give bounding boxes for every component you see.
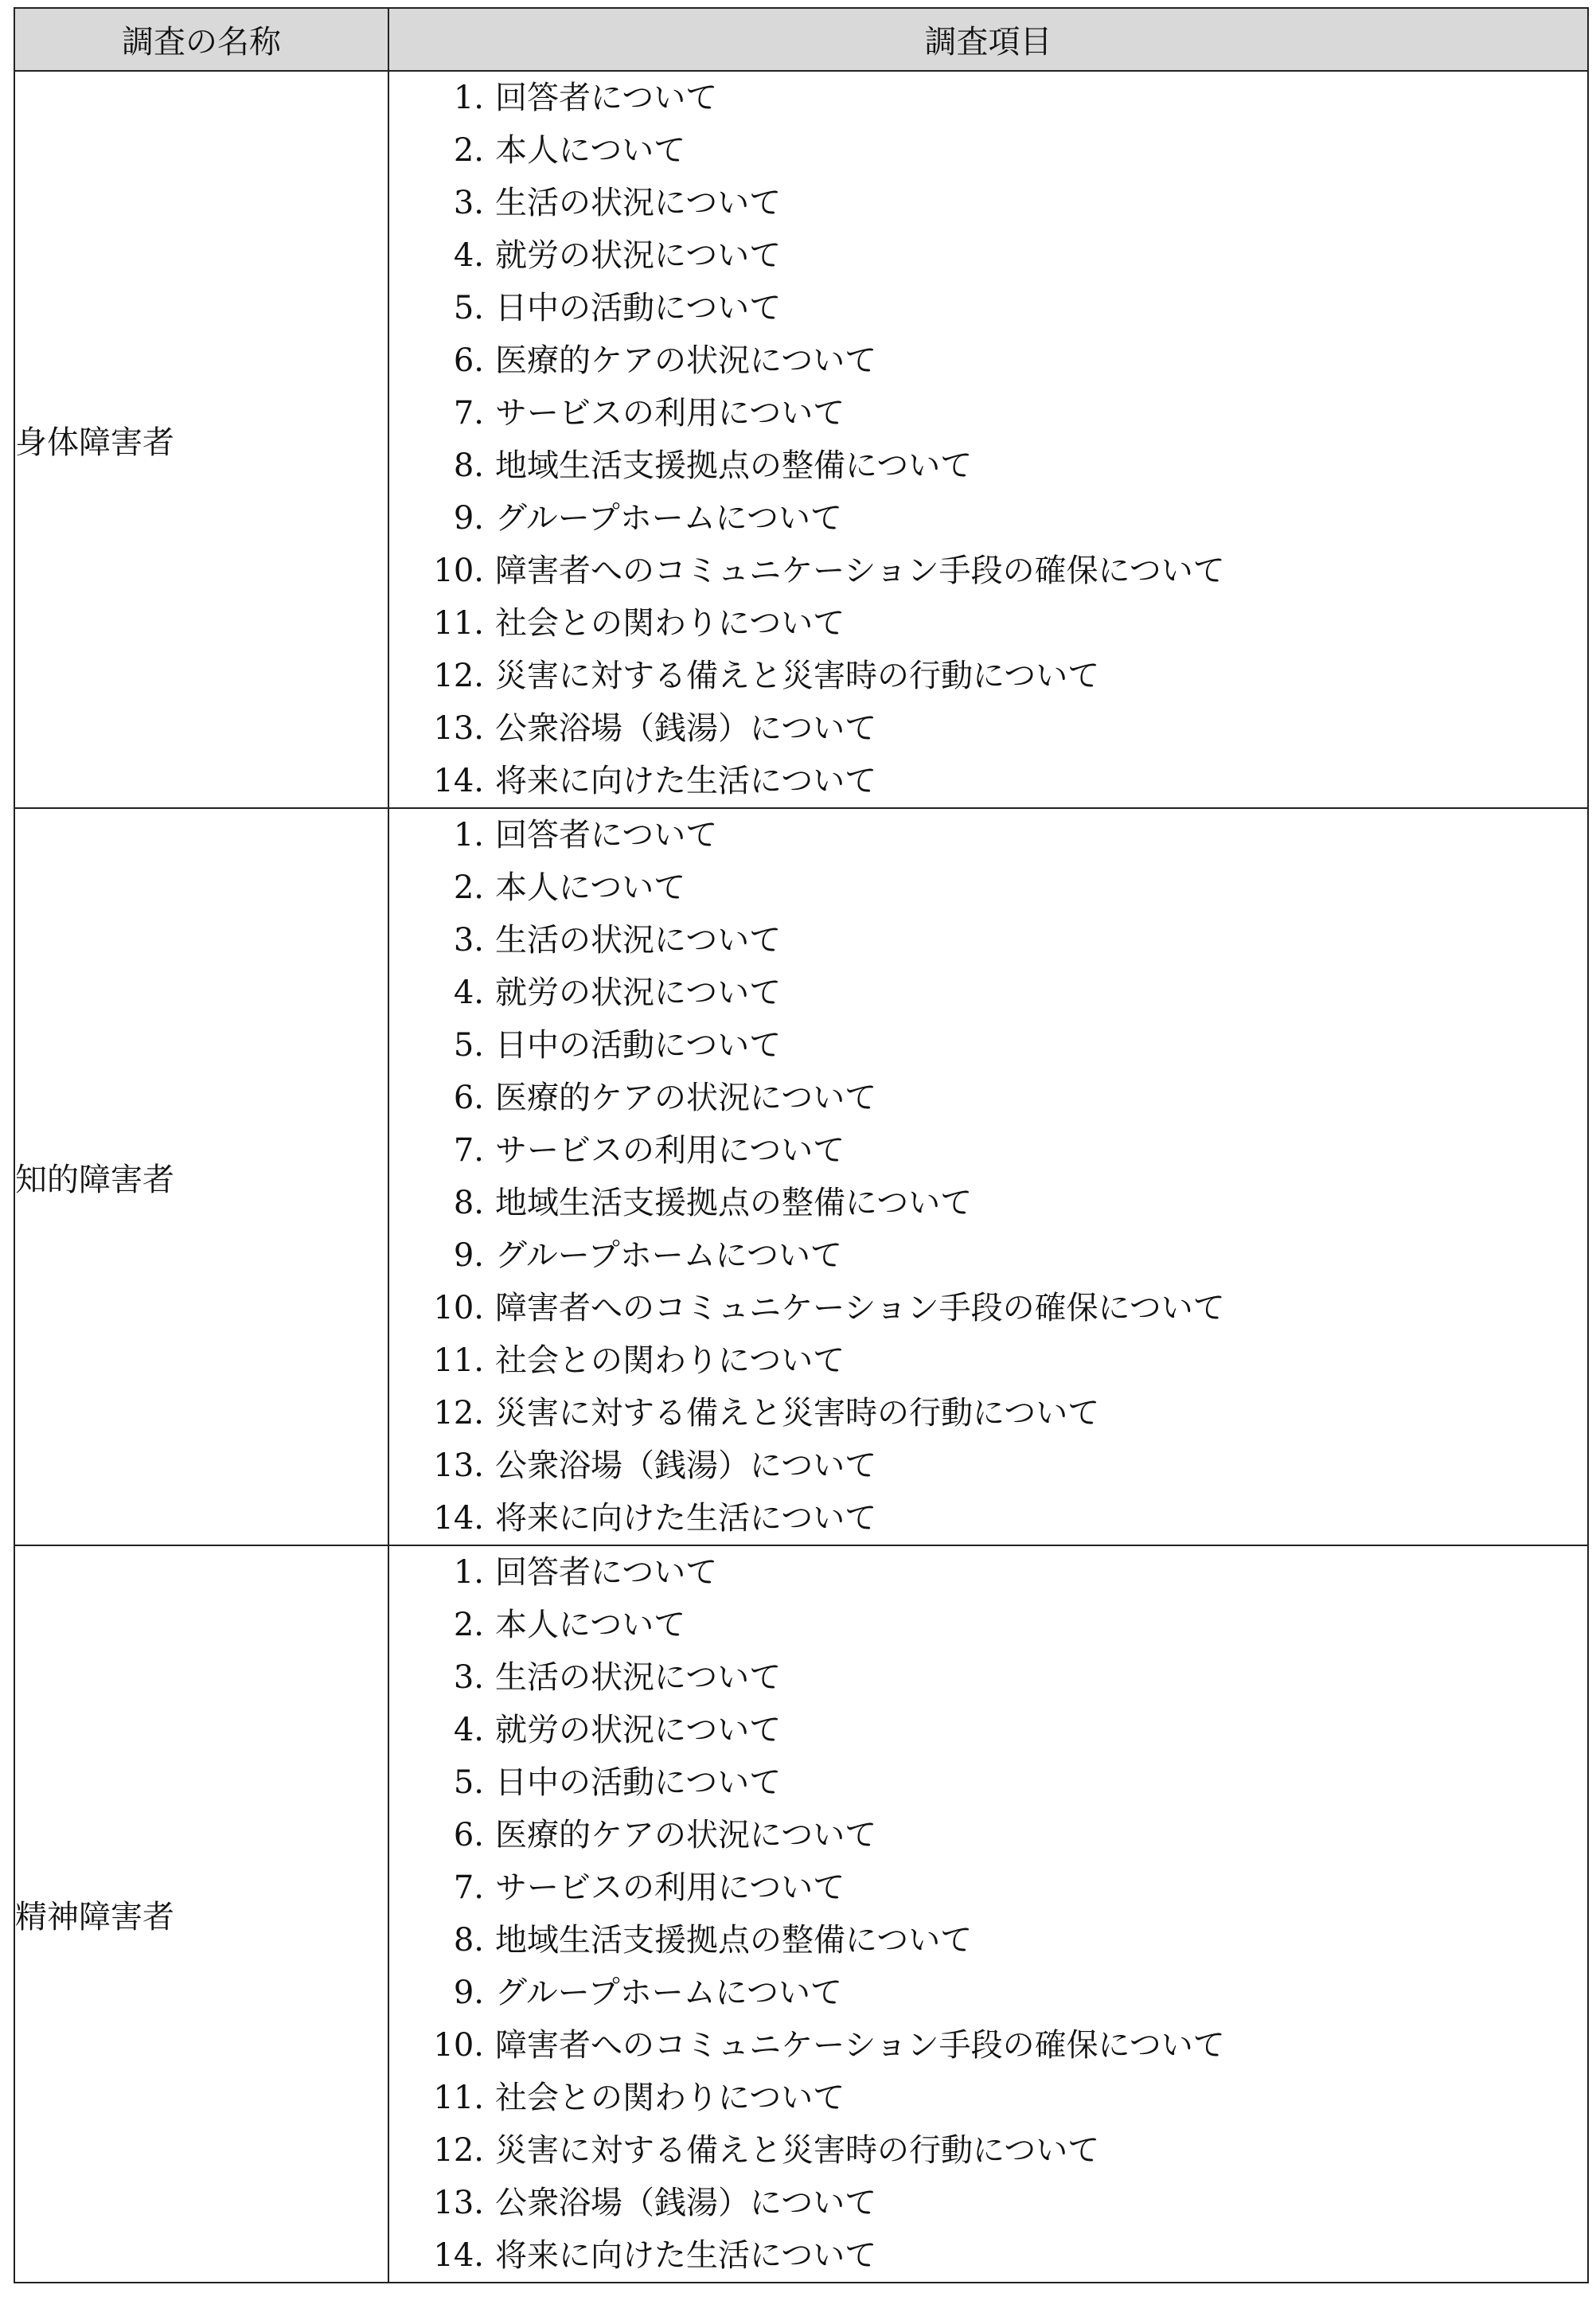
table-row — [14, 71, 1588, 808]
list-item — [389, 387, 1587, 439]
item-text: 災害に対する備えと災害時の行動について — [495, 658, 1100, 694]
item-text: 就労の状況について — [495, 237, 782, 274]
item-number: 10. — [433, 2027, 484, 2064]
item-number: 14. — [433, 2237, 484, 2274]
item-number: 11. — [433, 2080, 484, 2116]
item-text: 将来に向けた生活について — [495, 763, 877, 799]
list-item — [389, 755, 1587, 807]
item-text: 日中の活動について — [495, 290, 782, 326]
item-number: 6. — [453, 1080, 484, 1116]
item-number: 8. — [453, 447, 484, 484]
item-number: 6. — [453, 1817, 484, 1853]
list-item — [389, 492, 1587, 545]
table-row — [14, 808, 1588, 1545]
list-item — [389, 1546, 1587, 1599]
list-item — [389, 439, 1587, 492]
list-item — [389, 1439, 1587, 1492]
header-survey-items: 調査項目 — [388, 8, 1588, 71]
item-number: 6. — [453, 342, 484, 379]
list-item — [389, 1599, 1587, 1651]
item-number: 11. — [433, 605, 484, 642]
item-number: 13. — [433, 1447, 484, 1484]
list-item — [389, 702, 1587, 755]
item-text: 公衆浴場（銭湯）について — [495, 1447, 877, 1484]
list-item — [389, 334, 1587, 387]
item-text: 社会との関わりについて — [495, 605, 845, 642]
item-number: 8. — [453, 1185, 484, 1221]
item-text: 就労の状況について — [495, 975, 782, 1011]
list-item — [389, 809, 1587, 861]
list-item — [389, 2177, 1587, 2229]
item-text: 将来に向けた生活について — [495, 1500, 877, 1537]
item-text: 社会との関わりについて — [495, 1342, 845, 1379]
item-number: 3. — [453, 922, 484, 959]
item-number: 3. — [453, 1659, 484, 1696]
list-item — [389, 229, 1587, 282]
item-text: 回答者について — [495, 80, 718, 116]
list-item — [389, 1124, 1587, 1177]
group-name-cell: 知的障害者 — [14, 808, 388, 1545]
item-number: 7. — [453, 1132, 484, 1169]
item-text: 災害に対する備えと災害時の行動について — [495, 1395, 1100, 1432]
item-text: 障害者へのコミュニケーション手段の確保について — [495, 553, 1225, 589]
item-number: 7. — [453, 395, 484, 432]
item-list — [389, 809, 1587, 1545]
list-item — [389, 2019, 1587, 2072]
list-item — [389, 1651, 1587, 1704]
item-list — [389, 1546, 1587, 2282]
list-item — [389, 545, 1587, 597]
item-number: 5. — [453, 1764, 484, 1801]
list-item — [389, 2229, 1587, 2282]
list-item — [389, 597, 1587, 650]
table-row — [14, 1545, 1588, 2283]
header-row — [14, 8, 1588, 71]
list-item — [389, 1492, 1587, 1545]
item-number: 14. — [433, 763, 484, 799]
list-item — [389, 1861, 1587, 1914]
item-text: 医療的ケアの状況について — [495, 1080, 877, 1116]
item-text: 本人について — [495, 869, 686, 906]
list-item — [389, 1334, 1587, 1387]
group-items-cell — [388, 1545, 1588, 2283]
item-text: 地域生活支援拠点の整備について — [495, 1185, 973, 1221]
item-number: 4. — [453, 975, 484, 1011]
item-text: 社会との関わりについて — [495, 2080, 845, 2116]
list-item — [389, 861, 1587, 914]
list-item — [389, 72, 1587, 124]
item-number: 8. — [453, 1922, 484, 1959]
item-text: 日中の活動について — [495, 1027, 782, 1064]
list-item — [389, 1019, 1587, 1072]
item-number: 1. — [453, 1554, 484, 1591]
item-number: 9. — [453, 1237, 484, 1274]
list-item — [389, 1704, 1587, 1756]
list-item — [389, 2124, 1587, 2177]
list-item — [389, 2072, 1587, 2124]
group-name-cell: 精神障害者 — [14, 1545, 388, 2283]
item-number: 2. — [453, 1607, 484, 1643]
group-items-cell — [388, 71, 1588, 808]
item-number: 12. — [433, 1395, 484, 1432]
item-text: サービスの利用について — [495, 1132, 845, 1169]
item-number: 5. — [453, 1027, 484, 1064]
item-text: サービスの利用について — [495, 395, 845, 432]
list-item — [389, 967, 1587, 1019]
list-item — [389, 124, 1587, 177]
item-number: 10. — [433, 553, 484, 589]
item-text: 回答者について — [495, 817, 718, 853]
item-text: 将来に向けた生活について — [495, 2237, 877, 2274]
item-number: 1. — [453, 817, 484, 853]
item-text: グループホームについて — [495, 1237, 842, 1274]
list-item — [389, 1914, 1587, 1967]
item-number: 13. — [433, 710, 484, 747]
list-item — [389, 914, 1587, 967]
group-items-cell — [388, 808, 1588, 1545]
item-text: 地域生活支援拠点の整備について — [495, 1922, 973, 1959]
item-number: 2. — [453, 869, 484, 906]
item-number: 11. — [433, 1342, 484, 1379]
item-number: 12. — [433, 2132, 484, 2169]
item-text: 生活の状況について — [495, 185, 782, 221]
item-list — [389, 72, 1587, 807]
item-text: 障害者へのコミュニケーション手段の確保について — [495, 2027, 1225, 2064]
item-text: 障害者へのコミュニケーション手段の確保について — [495, 1290, 1225, 1326]
item-text: 医療的ケアの状況について — [495, 342, 877, 379]
item-number: 9. — [453, 1974, 484, 2011]
list-item — [389, 1072, 1587, 1124]
item-number: 9. — [453, 500, 484, 537]
list-item — [389, 1809, 1587, 1861]
list-item — [389, 282, 1587, 334]
item-number: 2. — [453, 132, 484, 169]
item-text: 地域生活支援拠点の整備について — [495, 447, 973, 484]
list-item — [389, 650, 1587, 702]
item-number: 7. — [453, 1869, 484, 1906]
item-number: 4. — [453, 1712, 484, 1748]
item-text: 災害に対する備えと災害時の行動について — [495, 2132, 1100, 2169]
item-number: 10. — [433, 1290, 484, 1326]
survey-table — [14, 7, 1589, 2283]
list-item — [389, 1756, 1587, 1809]
list-item — [389, 1229, 1587, 1282]
item-text: 就労の状況について — [495, 1712, 782, 1748]
item-number: 5. — [453, 290, 484, 326]
item-text: 回答者について — [495, 1554, 718, 1591]
list-item — [389, 1967, 1587, 2019]
item-text: サービスの利用について — [495, 1869, 845, 1906]
item-text: 生活の状況について — [495, 922, 782, 959]
item-number: 3. — [453, 185, 484, 221]
header-survey-name: 調査の名称 — [14, 8, 388, 71]
list-item — [389, 1177, 1587, 1229]
item-number: 4. — [453, 237, 484, 274]
list-item — [389, 1387, 1587, 1439]
item-number: 14. — [433, 1500, 484, 1537]
item-number: 1. — [453, 80, 484, 116]
item-text: グループホームについて — [495, 1974, 842, 2011]
item-text: 公衆浴場（銭湯）について — [495, 2185, 877, 2221]
item-text: 公衆浴場（銭湯）について — [495, 710, 877, 747]
item-text: 生活の状況について — [495, 1659, 782, 1696]
list-item — [389, 177, 1587, 229]
item-number: 12. — [433, 658, 484, 694]
item-text: 本人について — [495, 1607, 686, 1643]
item-number: 13. — [433, 2185, 484, 2221]
group-name-cell: 身体障害者 — [14, 71, 388, 808]
item-text: 日中の活動について — [495, 1764, 782, 1801]
survey-body — [14, 71, 1588, 2283]
item-text: 医療的ケアの状況について — [495, 1817, 877, 1853]
list-item — [389, 1282, 1587, 1334]
item-text: 本人について — [495, 132, 686, 169]
item-text: グループホームについて — [495, 500, 842, 537]
